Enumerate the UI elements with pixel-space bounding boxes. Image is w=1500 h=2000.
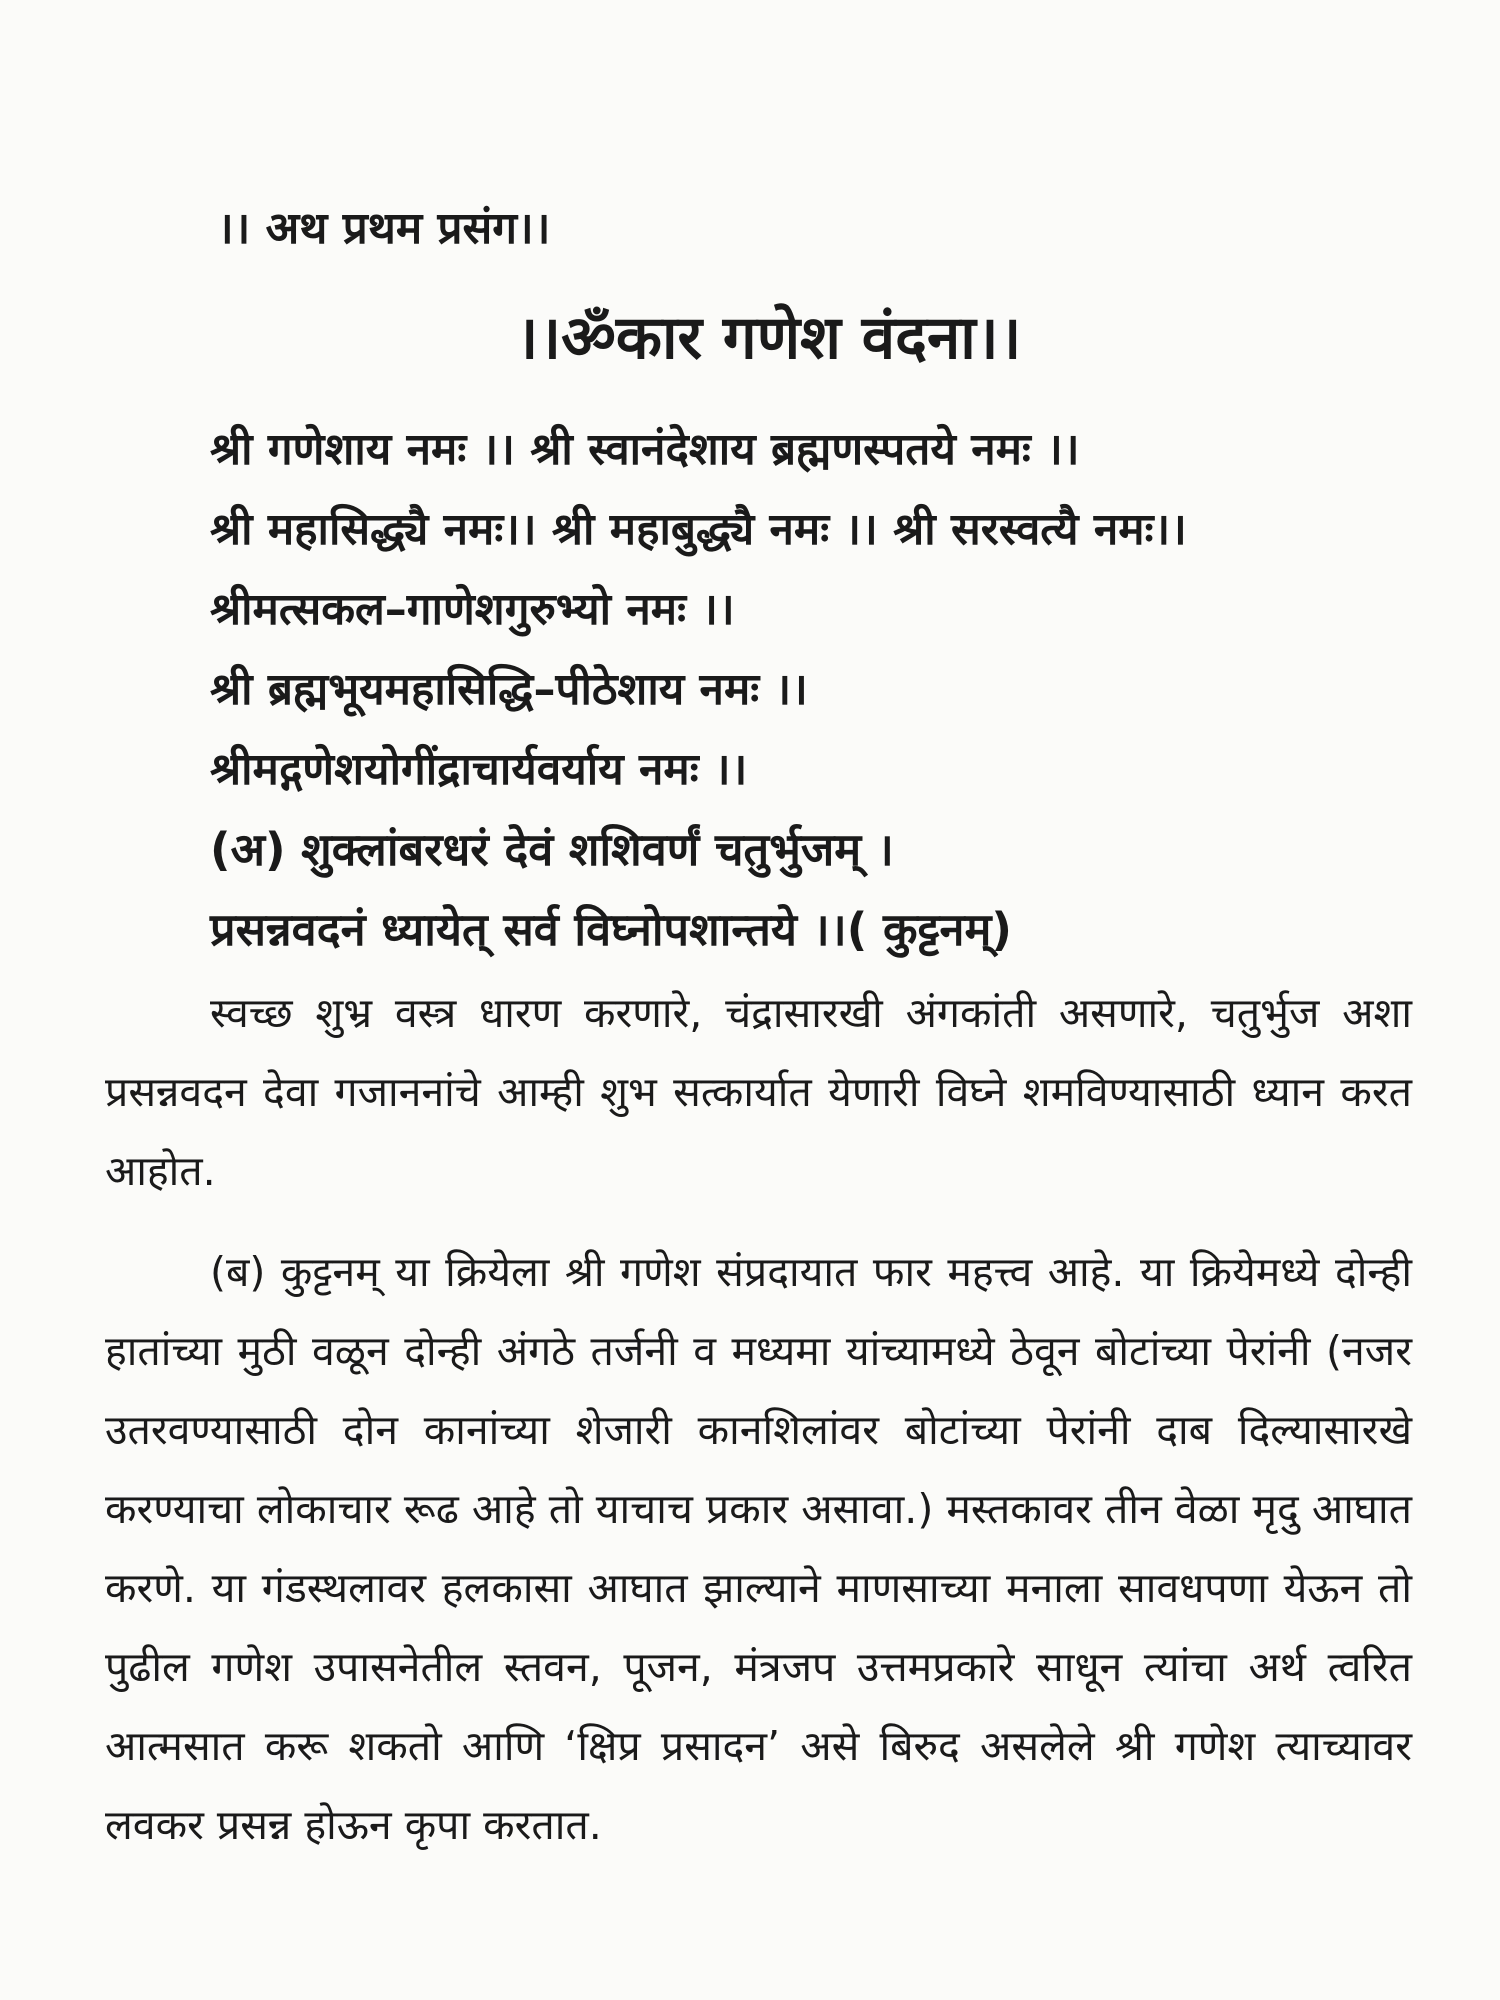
kuttanam-paragraph: (ब) कुट्टनम् या क्रियेला श्री गणेश संप्रदायात फार महत्त्व आहे. या क्रियेमध्ये दोन्ही हातांच्या मुठी वळून दोन्ही अंगठे तर्जनी व मध्यमा यांच्यामध्ये ठेवून बोटांच्या पेरांनी (नजर उतरवण्यासाठी दोन कानांच्या शेजारी कानशिलांवर बोटांच्या पेरांनी दाब दिल्यासारखे करण्याचा लोकाचार रूढ आहे तो याचाच प्रकार असावा.) मस्तकावर तीन वेळा मृदु आघात करणे. या गंडस्थलावर हलकासा आघात झाल्याने माणसाच्या मनाला सावधपणा येऊन तो पुढील गणेश उपासनेतील स्तवन, पूजन, मंत्रजप उत्तमप्रकारे साधून त्यांचा अर्थ त्वरित आत्मसात करू शकतो आणि ‘क्षिप्र प्रसादन’ असे बिरुद असलेले श्री गणेश त्याच्यावर लवकर प्रसन्न होऊन कृपा करतात. — [105, 1248, 1412, 1850]
mantra-line: श्रीमत्सकल–गाणेशगुरुभ्यो नमः ।। — [210, 584, 735, 636]
page-title: ।।ॐकार गणेश वंदना।। — [515, 303, 1022, 374]
chapter-heading: ।। अथ प्रथम प्रसंग।। — [217, 203, 551, 254]
mantra-block — [105, 410, 1412, 970]
mantra-line: श्री ब्रह्मभूयमहासिद्धि–पीठेशाय नमः ।। — [210, 664, 808, 716]
explanation-paragraph: स्वच्छ शुभ्र वस्त्र धारण करणारे, चंद्रासारखी अंगकांती असणारे, चतुर्भुज अशा प्रसन्नवदन देवा गजाननांचे आम्ही शुभ सत्कार्यात येणारी विघ्ने शमविण्यासाठी ध्यान करत आहोत. — [105, 989, 1412, 1196]
mantra-line: श्रीमद्गणेशयोगींद्राचार्यवर्याय नमः ।। — [210, 744, 748, 796]
shloka-line: (अ) शुक्लांबरधरं देवं शशिवर्णं चतुर्भुजम् । — [210, 823, 894, 877]
shloka-line: प्रसन्नवदनं ध्यायेत् सर्व विघ्नोपशान्तये ।।( कुट्टनम्) — [210, 903, 1012, 957]
mantra-line: श्री गणेशाय नमः ।। श्री स्वानंदेशाय ब्रह्मणस्पतये नमः ।। — [210, 424, 1080, 476]
mantra-line: श्री महासिद्ध्यै नमः।। श्री महाबुद्ध्यै नमः ।। श्री सरस्वत्यै नमः।। — [210, 504, 1187, 556]
